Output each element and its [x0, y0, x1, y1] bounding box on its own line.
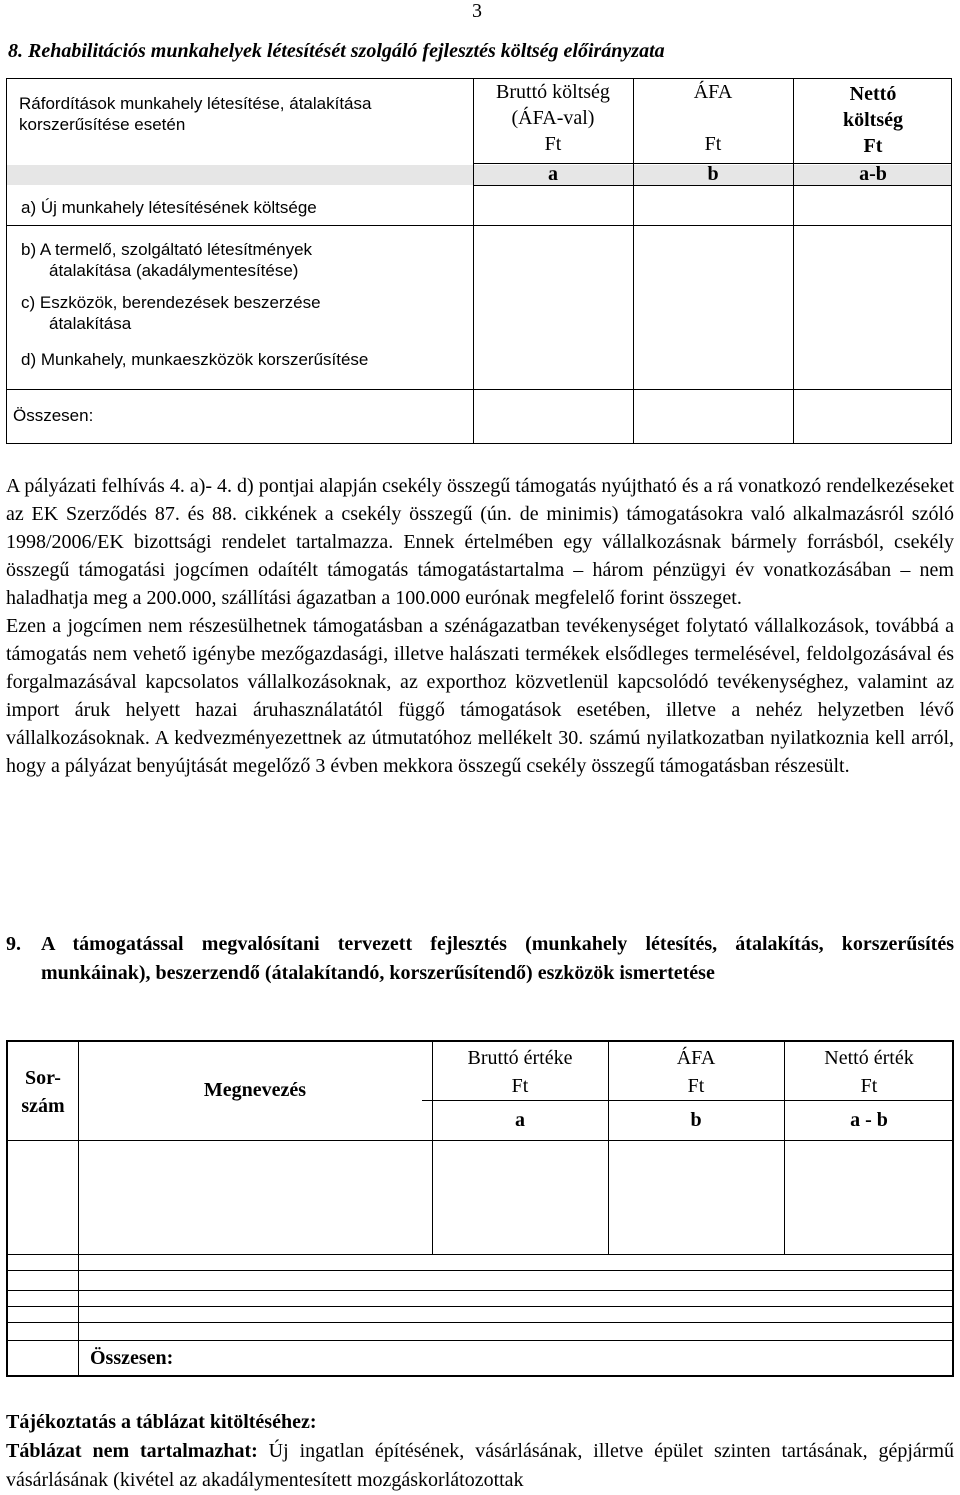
section-9-title	[6, 930, 954, 988]
vat-header: ÁFA Ft	[693, 81, 733, 155]
letter-b: b	[690, 1109, 702, 1131]
total-label: Összesen:	[13, 406, 94, 425]
filling-guidance	[6, 1408, 954, 1495]
paragraph-2: Ezen a jogcímen nem részesülhetnek támogatásban a szénágazatban tevékenységet folytató vállalkozások, továbbá a támogatás nem vehető igénybe mezőgazdasági, illetve halászati termékek elsődleges termelésével, feldolgozásával és forgalmazásával kapcsolatos vállalkozásoknak, az exporthoz közvetlenül kapcsolódó tevékenységhez, valamint az import áruk helyett hazai áruhasználatától függő támogatások esetében, illetve a nehéz helyzetben lévő vállalkozásoknak. A kedvezményezettnek az útmutatóhoz mellékelt 30. számú nyilatkozatban nyilatkoznia kell arról, hogy a pályázat benyújtását megelőző 3 évben mekkora összegű csekély összegű támogatásban részesült.	[6, 615, 954, 777]
col-divider	[78, 1254, 79, 1375]
row-b-label: b) A termelő, szolgáltató létesítmények átalakítása (akadálymentesítése)	[21, 240, 313, 280]
row-d-label: d) Munkahely, munkaeszközök korszerűsítése	[21, 350, 369, 369]
row-divider	[422, 1100, 952, 1101]
section-8-title: 8. Rehabilitációs munkahelyek létesítését szolgáló fejlesztés költség előirányzata	[8, 40, 665, 62]
row-divider	[8, 1306, 952, 1307]
guidance-label: Táblázat nem tartalmazhat:	[6, 1440, 258, 1462]
development-items-table	[6, 1040, 954, 1377]
row-divider	[8, 1322, 952, 1323]
gross-cost-header: Bruttó költség (ÁFA-val) Ft	[496, 81, 610, 155]
expense-header: Ráfordítások munkahely létesítése, átalakítása korszerűsítése esetén	[19, 94, 372, 134]
letter-a-b: a-b	[859, 163, 887, 185]
letter-a: a	[548, 163, 558, 185]
page-number: 3	[472, 0, 482, 22]
row-c-label: c) Eszközök, berendezések beszerzése átalakítása	[21, 293, 321, 333]
header-shade-left	[7, 165, 473, 185]
section-9-number: 9.	[6, 933, 21, 955]
guidance-text	[6, 1437, 954, 1495]
col-divider	[78, 1042, 79, 1254]
total-label: Összesen:	[90, 1347, 174, 1369]
guidance-body: Új ingatlan építésének, vásárlásának, illetve épület szinten tartásának, gépjármű vásárlásának (kivétel az akadálymentesített mozgáskorlátozottak	[6, 1440, 954, 1491]
gross-value-header: Bruttó értéke Ft	[467, 1047, 573, 1097]
row-divider	[8, 1140, 952, 1141]
guidance-heading: Tájékoztatás a táblázat kitöltéséhez:	[6, 1411, 317, 1433]
net-cost-header: Nettó költség Ft	[843, 83, 903, 157]
row-a-label: a) Új munkahely létesítésének költsége	[21, 198, 317, 217]
letter-a: a	[515, 1109, 525, 1131]
vat-header: ÁFA Ft	[676, 1047, 716, 1097]
row-divider	[7, 389, 951, 390]
row-divider	[8, 1254, 952, 1255]
net-value-header: Nettó érték Ft	[824, 1047, 914, 1097]
cost-estimate-table	[6, 78, 952, 444]
row-divider	[8, 1270, 952, 1271]
de-minimis-text	[6, 472, 954, 780]
letter-b: b	[707, 163, 719, 185]
row-divider	[7, 225, 951, 226]
paragraph-1: A pályázati felhívás 4. a)- 4. d) pontjai alapján csekély összegű támogatás nyújtható és a rá vonatkozó rendelkezéseket az EK Szerződés 87. és 88. cikkének a csekély összegű (ún. de minimis) támogatásokra való alkalmazásról szóló 1998/2006/EK bizottsági rendelet tartalmazza. Ennek értelmében egy vállalkozásnak bármely forrásból, csekély összegű támogatási jogcímen odaítélt támogatás támogatástartalma – három pénzügyi év vonatkozásában – nem haladhatja meg a 200.000, szállítási ágazatban a 100.000 eurónak megfelelő forint összeget.	[6, 475, 954, 609]
letter-a-b: a - b	[850, 1109, 888, 1131]
serial-number-header: Sor- szám	[21, 1067, 65, 1117]
row-divider	[8, 1290, 952, 1291]
row-divider	[8, 1340, 952, 1341]
section-9-heading: A támogatással megvalósítani tervezett fejlesztés (munkahely létesítés, átalakítás, korszerűsítés munkáinak), beszerzendő (átalakítandó, korszerűsítendő) eszközök ismertetése	[41, 933, 954, 984]
name-header: Megnevezés	[203, 1079, 307, 1101]
